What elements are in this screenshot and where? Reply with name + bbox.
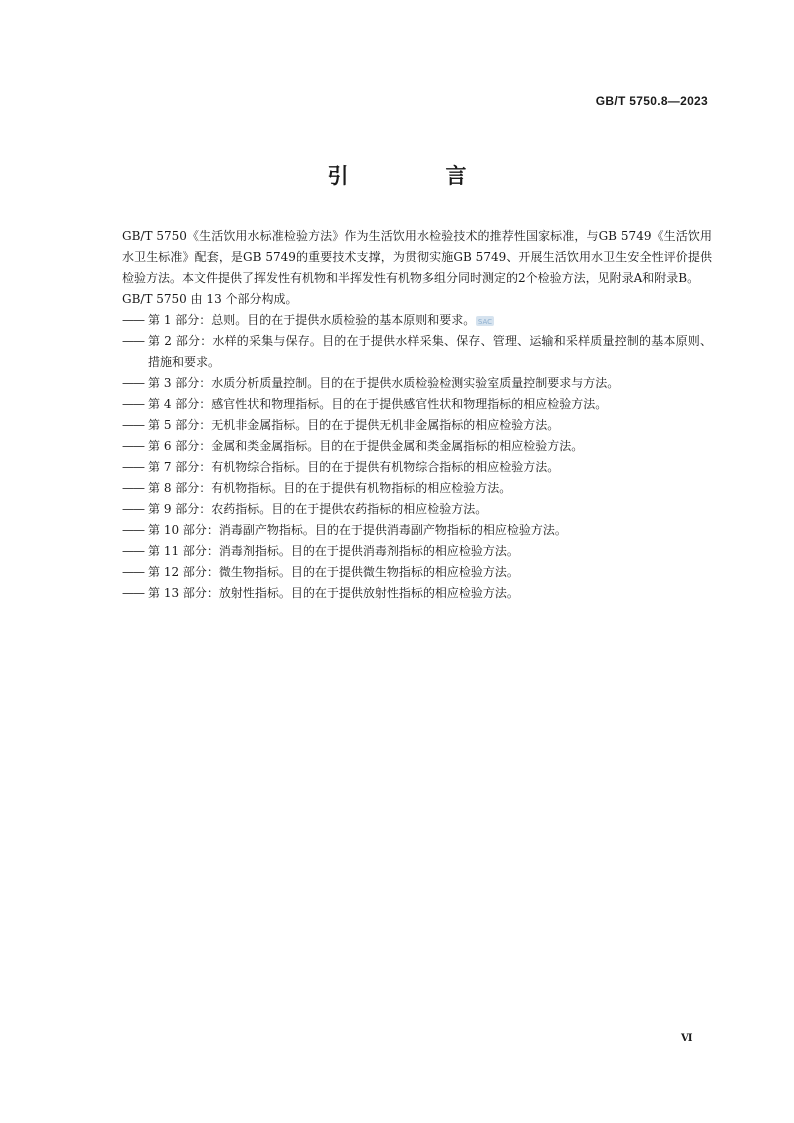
list-item (122, 394, 712, 415)
part-13-text: 第 13 部分：放射性指标。目的在于提供放射性指标的相应检验方法。 (148, 586, 519, 600)
list-item (122, 373, 712, 394)
list-item (122, 457, 712, 478)
part-5-text: 第 5 部分：无机非金属指标。目的在于提供无机非金属指标的相应检验方法。 (148, 418, 560, 432)
dash-marker: —— (122, 313, 144, 327)
part-10-text: 第 10 部分：消毒副产物指标。目的在于提供消毒副产物指标的相应检验方法。 (148, 523, 567, 537)
list-item (122, 310, 712, 331)
part-12-text: 第 12 部分：微生物指标。目的在于提供微生物指标的相应检验方法。 (148, 565, 519, 579)
list-item (122, 331, 712, 373)
dash-marker: —— (122, 523, 144, 537)
svg-text:SAC: SAC (478, 317, 493, 326)
parts-count-text: GB/T 5750 由 13 个部分构成。 (122, 292, 298, 306)
watermark-icon (476, 315, 494, 327)
dash-marker: —— (122, 334, 144, 348)
part-9-text: 第 9 部分：农药指标。目的在于提供农药指标的相应检验方法。 (148, 502, 488, 516)
list-item (122, 541, 712, 562)
dash-marker: —— (122, 397, 144, 411)
dash-marker: —— (122, 586, 144, 600)
part-1-text: 第 1 部分：总则。目的在于提供水质检验的基本原则和要求。 (148, 313, 476, 327)
dash-marker: —— (122, 544, 144, 558)
dash-marker: —— (122, 460, 144, 474)
introduction-body (122, 226, 712, 604)
part-7-text: 第 7 部分：有机物综合指标。目的在于提供有机物综合指标的相应检验方法。 (148, 460, 560, 474)
intro-paragraph (122, 226, 712, 289)
dash-marker: —— (122, 502, 144, 516)
parts-count-paragraph (122, 289, 712, 310)
dash-marker: —— (122, 418, 144, 432)
dash-marker: —— (122, 481, 144, 495)
list-item (122, 415, 712, 436)
dash-marker: —— (122, 376, 144, 390)
list-item (122, 583, 712, 604)
part-4-text: 第 4 部分：感官性状和物理指标。目的在于提供感官性状和物理指标的相应检验方法。 (148, 397, 608, 411)
list-item (122, 478, 712, 499)
dash-marker: —— (122, 439, 144, 453)
parts-list (122, 310, 712, 604)
list-item (122, 499, 712, 520)
page-title: 引 言 (327, 164, 505, 188)
part-2-text: 第 2 部分：水样的采集与保存。目的在于提供水样采集、保存、管理、运输和采样质量控制的基本原则、措施和要求。 (148, 334, 712, 369)
part-11-text: 第 11 部分：消毒剂指标。目的在于提供消毒剂指标的相应检验方法。 (148, 544, 519, 558)
document-code: GB/T 5750.8—2023 (595, 94, 708, 108)
part-8-text: 第 8 部分：有机物指标。目的在于提供有机物指标的相应检验方法。 (148, 481, 512, 495)
part-6-text: 第 6 部分：金属和类金属指标。目的在于提供金属和类金属指标的相应检验方法。 (148, 439, 584, 453)
list-item (122, 436, 712, 457)
part-3-text: 第 3 部分：水质分析质量控制。目的在于提供水质检验检测实验室质量控制要求与方法。 (148, 376, 620, 390)
dash-marker: —— (122, 565, 144, 579)
intro-paragraph-text: GB/T 5750《生活饮用水标准检验方法》作为生活饮用水检验技术的推荐性国家标准，与GB 5749《生活饮用水卫生标准》配套，是GB 5749的重要技术支撑，为贯彻实施GB 5749、开展生活饮用水卫生安全性评价提供检验方法。本文件提供了挥发性有机物和半挥发性有机物多组分同时测定的2个检验方法，见附录A和附录B。 (122, 229, 712, 285)
page-number: Ⅵ (681, 1033, 693, 1044)
list-item (122, 520, 712, 541)
list-item (122, 562, 712, 583)
